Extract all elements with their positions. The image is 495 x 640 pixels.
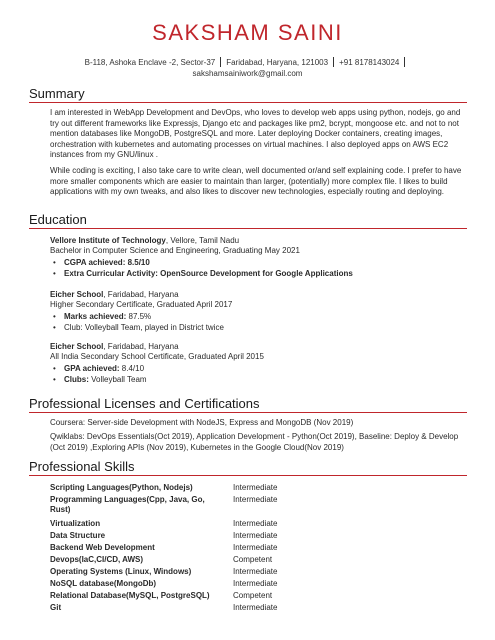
skill-name: Data Structure bbox=[50, 531, 106, 540]
education-degree: Higher Secondary Certificate, Graduated April 2017 bbox=[50, 300, 233, 309]
skill-level: Intermediate bbox=[233, 483, 278, 492]
education-institution: Eicher School, Faridabad, Haryana bbox=[50, 342, 179, 351]
separator bbox=[220, 57, 221, 67]
separator bbox=[333, 57, 334, 67]
license-line: Qwiklabs: DevOps Essentials(Oct 2019), Application Development - Python(Oct 2019), Baseline: Deploy & Develop (Oct 2019) ,Exploring APIs (Nov 2019), Kubernetes in the Google Cloud(Nov 2019) bbox=[50, 432, 459, 452]
summary-paragraph-2: While coding is exciting, I also take care to write clean, well documented or/and self explaining code. I prefer to have more smaller components which are easier to maintain than larger, (potentially) more complex file. I likes to build applications with my own tweaks, and also likes to discover new technologies, especially routing and deploying. bbox=[50, 166, 462, 196]
education-heading: Education bbox=[29, 212, 87, 227]
separator bbox=[404, 57, 405, 67]
education-bullet: • Marks achieved: 87.5% bbox=[64, 312, 151, 322]
phone: +91 8178143024 bbox=[339, 58, 400, 67]
skill-name: Operating Systems (Linux, Windows) bbox=[50, 567, 192, 576]
section-divider bbox=[29, 228, 467, 229]
section-divider bbox=[29, 412, 467, 413]
skill-level: Intermediate bbox=[233, 531, 278, 540]
skill-level: Intermediate bbox=[233, 579, 278, 588]
section-divider bbox=[29, 475, 467, 476]
contact-line bbox=[0, 57, 495, 67]
email[interactable]: sakshamsainiwork@gmail.com bbox=[192, 69, 303, 78]
skill-name: Scripting Languages(Python, Nodejs) bbox=[50, 483, 193, 492]
skill-level: Competent bbox=[233, 591, 273, 600]
skill-level: Competent bbox=[233, 555, 273, 564]
education-institution: Eicher School, Faridabad, Haryana bbox=[50, 290, 179, 299]
skill-level: Intermediate bbox=[233, 543, 278, 552]
skill-level: Intermediate bbox=[233, 603, 278, 612]
education-institution: Vellore Institute of Technology, Vellore, Tamil Nadu bbox=[50, 236, 240, 245]
skill-level: Intermediate bbox=[233, 495, 278, 504]
city: Faridabad, Haryana, 121003 bbox=[226, 58, 329, 67]
skill-name: Devops(IaC,CI/CD, AWS) bbox=[50, 555, 144, 564]
skill-level: Intermediate bbox=[233, 567, 278, 576]
email-line bbox=[0, 69, 495, 78]
address: B-118, Ashoka Enclave -2, Sector-37 bbox=[84, 58, 216, 67]
summary-paragraph-1: I am interested in WebApp Development and DevOps, who loves to develop web apps using python, nodejs, go and try out different frameworks like Expressjs, Django etc and packages like pm2, bcrypt, mongoose etc. and not to not mention databases like MongoDB, PostgreSQL and more. Later deploying Docker containers, creating images, orchestration with kubernetes and automating processes on virtual machines. I also deployed apps on AWS EC2 instances from my GNU/linux . bbox=[50, 108, 461, 159]
skill-level: Intermediate bbox=[233, 519, 278, 528]
education-bullet: • Extra Curricular Activity: OpenSource Development for Google Applications bbox=[64, 269, 353, 279]
skill-name: Virtualization bbox=[50, 519, 101, 528]
summary-heading: Summary bbox=[29, 86, 85, 101]
license-line: Coursera: Server-side Development with NodeJS, Express and MongoDB (Nov 2019) bbox=[50, 418, 354, 427]
skill-name: Git bbox=[50, 603, 62, 612]
skill-name: Programming Languages(Cpp, Java, Go, Rust) bbox=[50, 495, 205, 514]
education-bullet: • GPA achieved: 8.4/10 bbox=[64, 364, 144, 374]
licenses-heading: Professional Licenses and Certifications bbox=[29, 396, 260, 411]
education-bullet: • Club: Volleyball Team, played in District twice bbox=[64, 323, 224, 333]
section-divider bbox=[29, 102, 467, 103]
education-degree: Bachelor in Computer Science and Engineering, Graduating May 2021 bbox=[50, 246, 300, 255]
skill-name: NoSQL database(MongoDb) bbox=[50, 579, 157, 588]
candidate-name: SAKSHAM SAINI bbox=[152, 20, 343, 45]
skill-name: Backend Web Development bbox=[50, 543, 155, 552]
skill-name: Relational Database(MySQL, PostgreSQL) bbox=[50, 591, 210, 600]
education-degree: All India Secondary School Certificate, Graduated April 2015 bbox=[50, 352, 264, 361]
education-bullet: • CGPA achieved: 8.5/10 bbox=[64, 258, 150, 268]
skills-heading: Professional Skills bbox=[29, 459, 135, 474]
education-bullet: • Clubs: Volleyball Team bbox=[64, 375, 147, 385]
